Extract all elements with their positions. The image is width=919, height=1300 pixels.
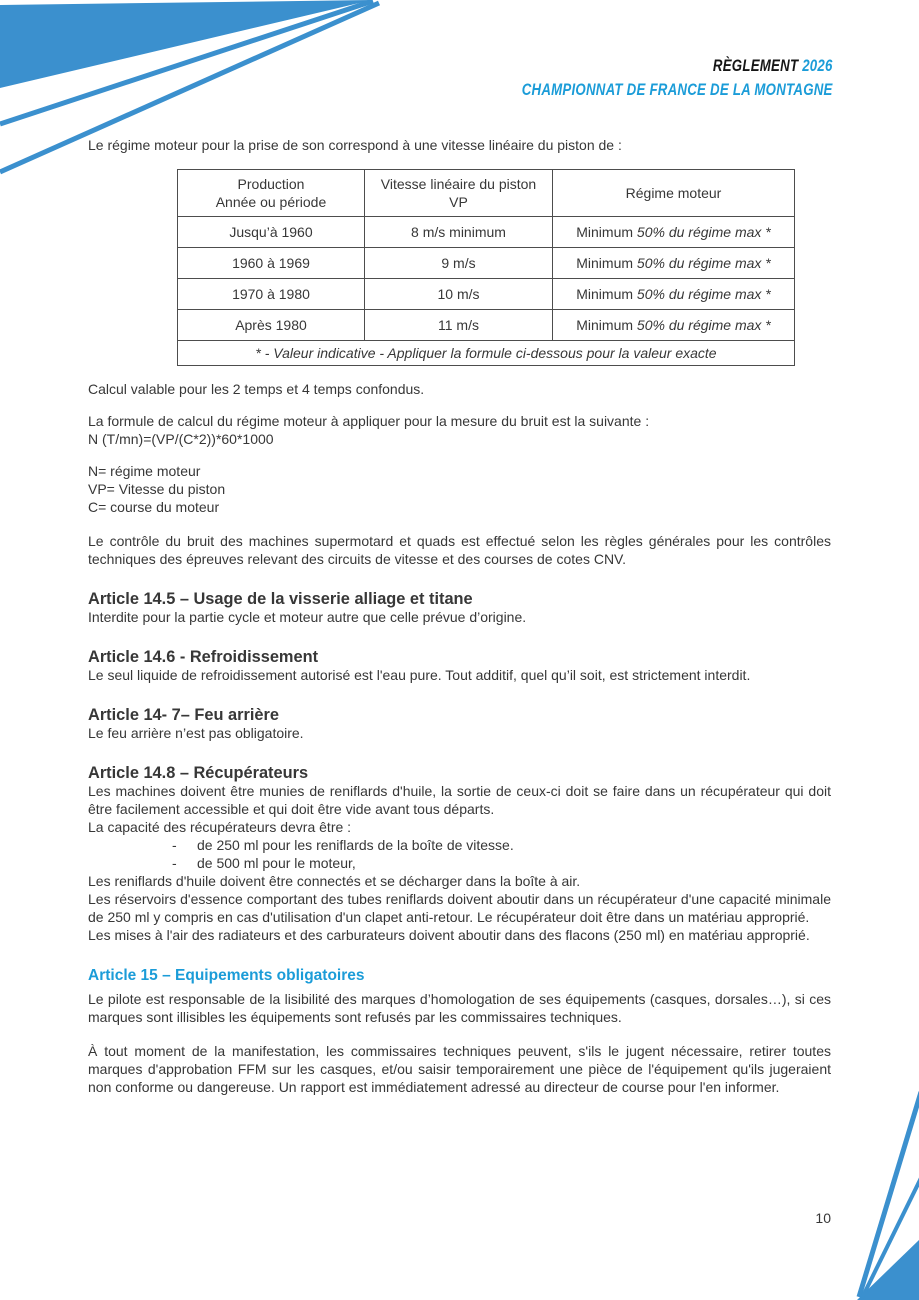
- article-14-7-body: Le feu arrière n’est pas obligatoire.: [88, 725, 304, 741]
- table-footnote: * - Valeur indicative - Appliquer la formule ci-dessous pour la valeur exacte: [178, 341, 795, 366]
- formula-intro: La formule de calcul du régime moteur à appliquer pour la mesure du bruit est la suivante :: [88, 413, 650, 429]
- variable-vp: VP= Vitesse du piston: [88, 481, 226, 497]
- piston-speed-table: [177, 169, 795, 366]
- article-14-8-bullet-2: - de 500 ml pour le moteur,: [172, 855, 356, 871]
- article-14-8-title: Article 14.8 – Récupérateurs: [88, 764, 309, 782]
- article-14-8-p2: La capacité des récupérateurs devra être :: [88, 819, 352, 835]
- variable-n: N= régime moteur: [88, 463, 201, 479]
- table-header-production: Production Année ou période: [178, 170, 365, 217]
- table-cell-speed: 10 m/s: [365, 279, 553, 310]
- article-14-8-p4: Les réservoirs d'essence comportant des tubes reniflards doivent aboutir dans un récupérateur d'une capacité minimale de 250 ml y compris en cas d'utilisation d'un clapet anti-retour. Le récupérateur doit être dans un matériau approprié.: [88, 891, 831, 925]
- article-15-p1: Le pilote est responsable de la lisibilité des marques d’homologation de ses équipements (casques, dorsales…), si ces marques sont illisibles les équipements sont refusés par les commissaires techniques.: [88, 991, 831, 1025]
- table-row: [178, 248, 795, 279]
- page-number: 10: [815, 1210, 831, 1226]
- table-header-row: [178, 170, 795, 217]
- table-cell-regime: Minimum 50% du régime max *: [553, 248, 795, 279]
- article-14-6-title: Article 14.6 - Refroidissement: [88, 648, 319, 666]
- variable-c: C= course du moteur: [88, 499, 220, 515]
- table-cell-regime: Minimum 50% du régime max *: [553, 217, 795, 248]
- article-14-8-p5: Les mises à l'air des radiateurs et des carburateurs doivent aboutir dans des flacons (250 ml) en matériau approprié.: [88, 927, 810, 943]
- article-14-8-bullet-1: - de 250 ml pour les reniflards de la boîte de vitesse.: [172, 837, 514, 853]
- article-14-6-body: Le seul liquide de refroidissement autorisé est l'eau pure. Tout additif, quel qu’il soit, est strictement interdit.: [88, 667, 751, 683]
- masthead-title-year: 2026: [798, 56, 833, 75]
- paragraph-noise-control: Le contrôle du bruit des machines supermotard et quads est effectué selon les règles générales pour les contrôles techniques des épreuves relevant des circuits de vitesse et des courses de cotes CNV.: [88, 533, 831, 567]
- article-14-5-body: Interdite pour la partie cycle et moteur autre que celle prévue d’origine.: [88, 609, 527, 625]
- bottom-right-stripes-decoration: [857, 1092, 919, 1300]
- formula: N (T/mn)=(VP/(C*2))*60*1000: [88, 431, 274, 447]
- table-cell-period: 1970 à 1980: [178, 279, 365, 310]
- table-cell-regime: Minimum 50% du régime max *: [553, 279, 795, 310]
- paragraph-formula-block: [88, 412, 831, 448]
- table-cell-period: Après 1980: [178, 310, 365, 341]
- paragraph-calc: Calcul valable pour les 2 temps et 4 temps confondus.: [88, 381, 425, 397]
- table-cell-period: Jusqu’à 1960: [178, 217, 365, 248]
- table-cell-speed: 9 m/s: [365, 248, 553, 279]
- table-row: [178, 217, 795, 248]
- masthead-title-text: RÈGLEMENT: [713, 56, 799, 75]
- document-body: [88, 136, 831, 1096]
- table-cell-speed: 8 m/s minimum: [365, 217, 553, 248]
- article-14-7-title: Article 14- 7– Feu arrière: [88, 706, 279, 724]
- table-footnote-row: [178, 341, 795, 366]
- table-row: [178, 279, 795, 310]
- article-15-p2: À tout moment de la manifestation, les commissaires techniques peuvent, s'ils le jugent nécessaire, retirer toutes marques d'approbation FFM sur les casques, et/ou saisir temporairement une pièce de l'équipement qu'ils jugeraient non conforme ou dangereuse. Un rapport est immédiatement adressé au directeur de course pour l'en informer.: [88, 1043, 831, 1095]
- article-14-5-title: Article 14.5 – Usage de la visserie alliage et titane: [88, 590, 473, 608]
- table-header-regime: Régime moteur: [553, 170, 795, 217]
- table-row: [178, 310, 795, 341]
- article-14-8-p1: Les machines doivent être munies de reniflards d'huile, la sortie de ceux-ci doit se faire dans un récupérateur qui doit être facilement accessible et qui doit être vide avant tous départs.: [88, 783, 831, 817]
- masthead: [434, 54, 833, 102]
- table-cell-speed: 11 m/s: [365, 310, 553, 341]
- table-cell-regime: Minimum 50% du régime max *: [553, 310, 795, 341]
- article-14-8-p3: Les reniflards d'huile doivent être connectés et se décharger dans la boîte à air.: [88, 873, 581, 889]
- paragraph-variables-block: [88, 462, 831, 516]
- article-15-title: Article 15 – Equipements obligatoires: [88, 967, 365, 984]
- table-header-vitesse: Vitesse linéaire du piston VP: [365, 170, 553, 217]
- masthead-subtitle: CHAMPIONNAT DE FRANCE DE LA MONTAGNE: [522, 80, 833, 99]
- intro-paragraph: Le régime moteur pour la prise de son correspond à une vitesse linéaire du piston de :: [88, 137, 622, 153]
- table-cell-period: 1960 à 1969: [178, 248, 365, 279]
- masthead-title: [522, 54, 833, 78]
